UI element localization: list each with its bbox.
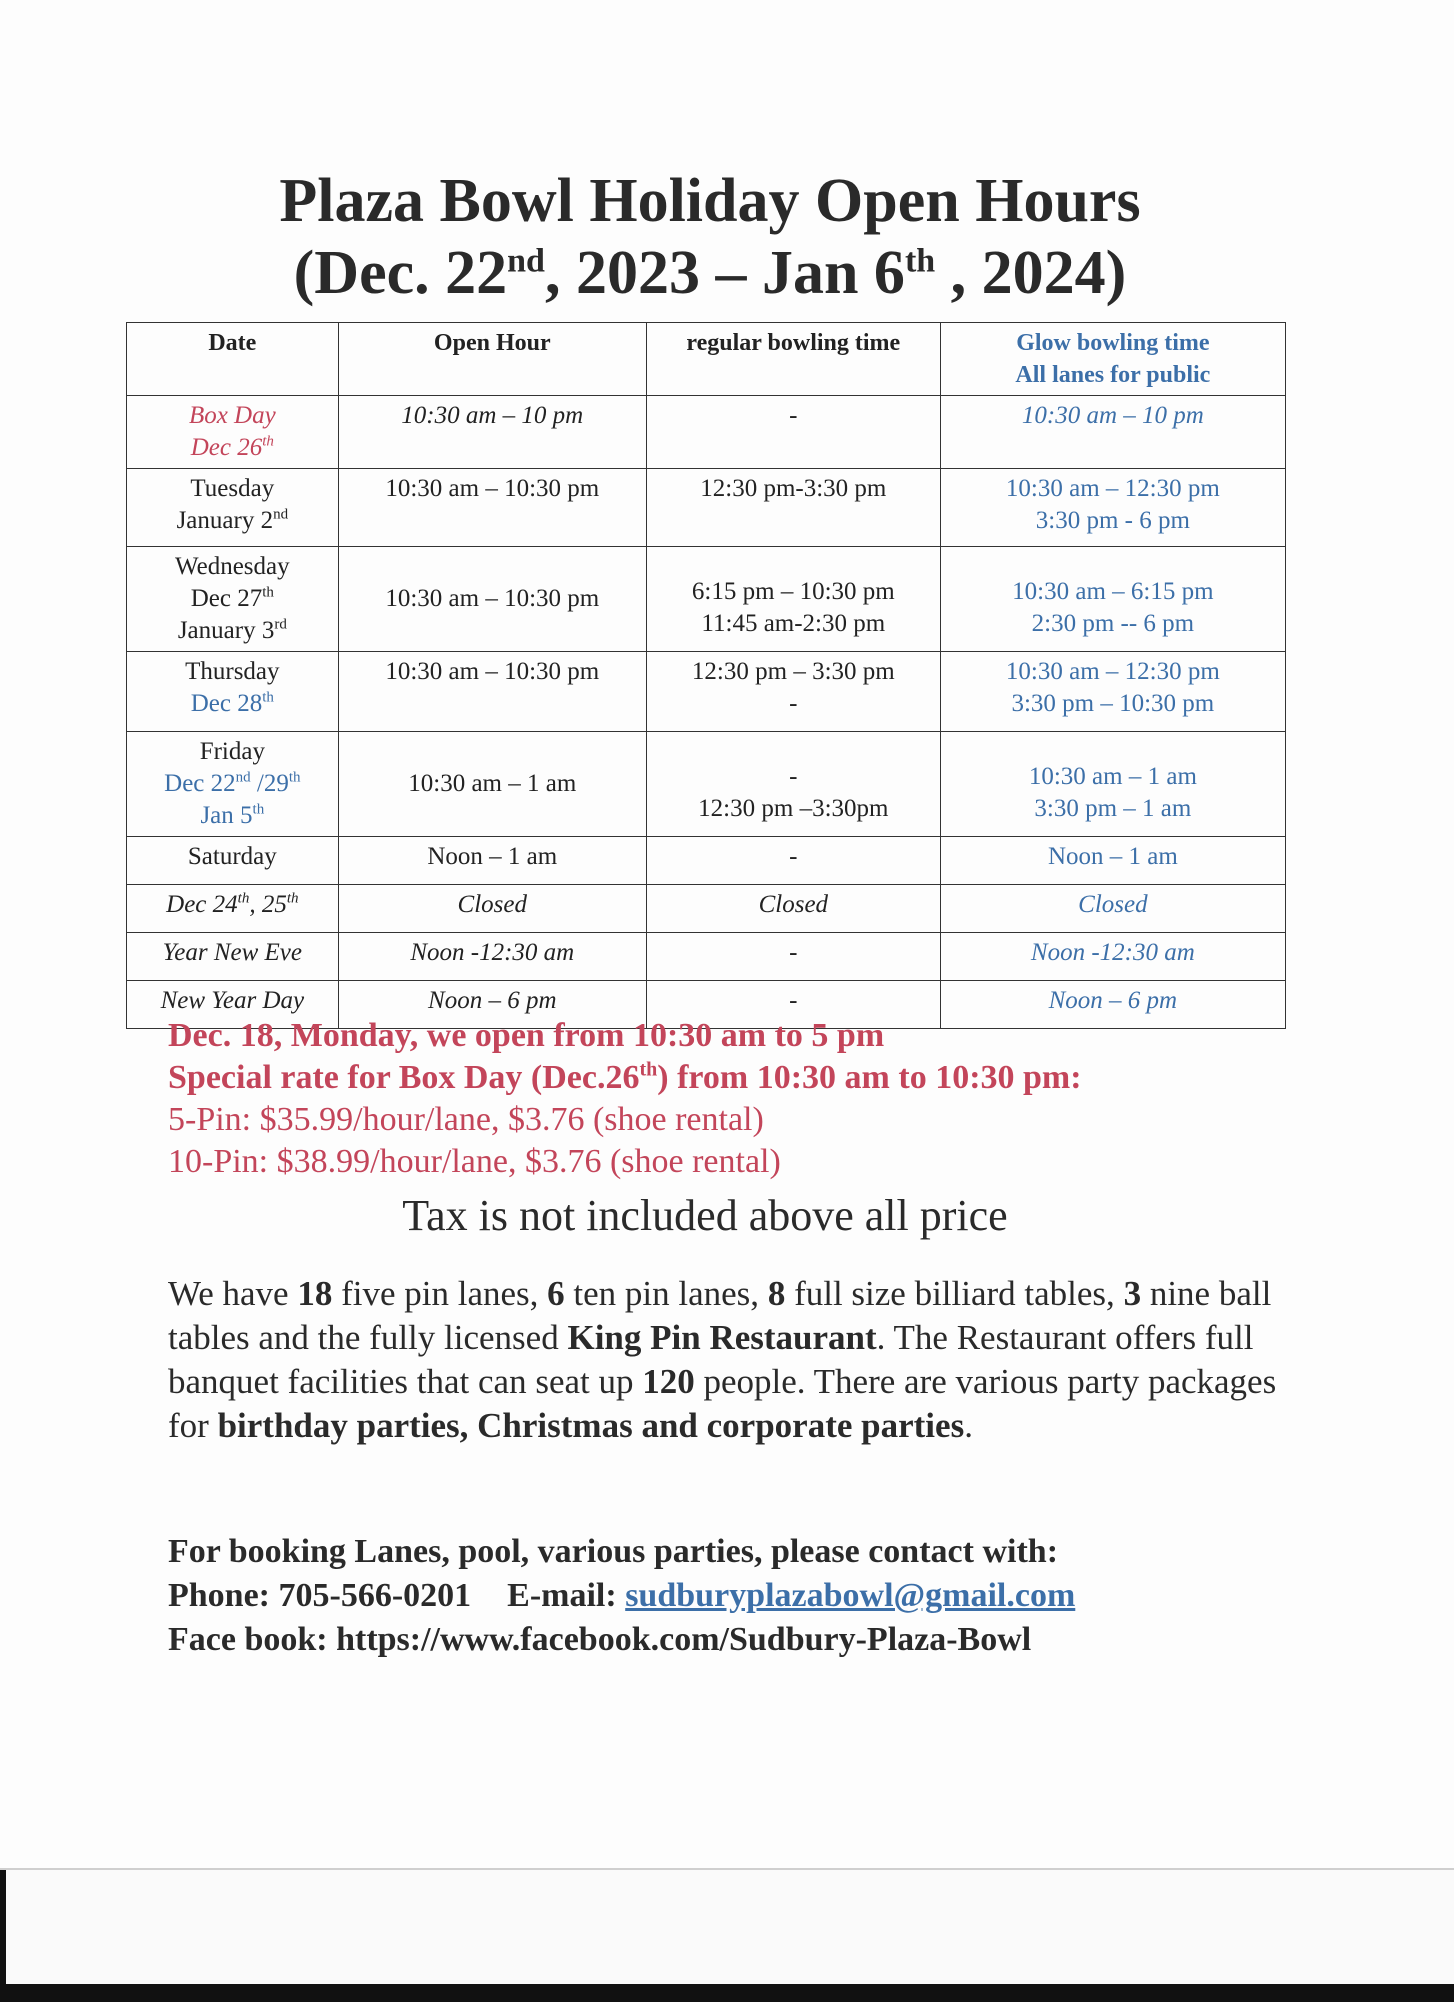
open-hour-cell: 10:30 am – 1 am [338,732,646,837]
contact-heading: For booking Lanes, pool, various parties, please contact with: [168,1533,1059,1570]
holiday-hours-table [126,322,1286,1029]
tax-note: Tax is not included above all price [402,1191,1008,1240]
glow-cell: 10:30 am – 6:15 pm 2:30 pm -- 6 pm [940,547,1285,652]
glow-cell: 10:30 am – 10 pm [940,396,1285,469]
special-notice [168,1015,1318,1183]
facebook-link: Face book: https://www.facebook.com/Sudbury-Plaza-Bowl [168,1621,1032,1658]
regular-cell: - [646,933,940,981]
scan-left-edge [0,1870,6,2002]
page-title [0,165,1420,309]
title-line-2: (Dec. 22nd, 2023 – Jan 6th , 2024) [293,239,1127,307]
regular-cell: - [646,981,940,1029]
regular-cell: - [646,837,940,885]
date-cell: Friday Dec 22nd /29th Jan 5th [127,732,339,837]
monday-notice: Dec. 18, Monday, we open from 10:30 am to 5 pm [168,1017,885,1054]
glow-cell: Noon -12:30 am [940,933,1285,981]
glow-cell: 10:30 am – 12:30 pm 3:30 pm - 6 pm [940,469,1285,547]
box-day-rate-heading: Special rate for Box Day (Dec.26th) from 10:30 am to 10:30 pm: [168,1058,1082,1096]
email-label: E-mail: [507,1577,626,1614]
scan-bottom-edge [0,1868,1454,2002]
date-cell: Thursday Dec 28th [127,652,339,732]
table-row [127,652,1286,732]
contact-phone-email [168,1574,1318,1618]
open-hour-cell: Noon -12:30 am [338,933,646,981]
date-cell: Year New Eve [127,933,339,981]
header-open-hour: Open Hour [338,323,646,396]
open-hour-cell: Closed [338,885,646,933]
glow-cell: Closed [940,885,1285,933]
open-hour-cell: 10:30 am – 10:30 pm [338,652,646,732]
phone-number: Phone: 705-566-0201 [168,1577,472,1614]
date-cell: Box Day Dec 26th [127,396,339,469]
regular-cell: 6:15 pm – 10:30 pm 11:45 am-2:30 pm [646,547,940,652]
open-hour-cell: 10:30 am – 10:30 pm [338,547,646,652]
open-hour-cell: 10:30 am – 10:30 pm [338,469,646,547]
date-cell: Tuesday January 2nd [127,469,339,547]
table-row [127,837,1286,885]
contact-section [168,1530,1318,1662]
table-row [127,885,1286,933]
five-pin-rate: 5-Pin: $35.99/hour/lane, $3.76 (shoe rental) [168,1101,764,1138]
glow-cell: 10:30 am – 1 am 3:30 pm – 1 am [940,732,1285,837]
date-cell: New Year Day [127,981,339,1029]
open-hour-cell: Noon – 1 am [338,837,646,885]
ten-pin-rate: 10-Pin: $38.99/hour/lane, $3.76 (shoe rental) [168,1143,781,1180]
regular-cell: 12:30 pm – 3:30 pm - [646,652,940,732]
header-regular-bowling: regular bowling time [646,323,940,396]
about-paragraph: We have 18 five pin lanes, 6 ten pin lanes, 8 full size billiard tables, 3 nine ball tables and the fully licensed King Pin Restaurant. The Restaurant offers full banquet facilities that can seat up 120 people. There are various party packages for birthday parties, Christmas and corporate parties. [168,1274,1277,1445]
open-hour-cell: Noon – 6 pm [338,981,646,1029]
table-header-row [127,323,1286,396]
scan-bottom-bar [0,1984,1454,2002]
date-cell: Saturday [127,837,339,885]
regular-cell: - [646,396,940,469]
glow-cell: 10:30 am – 12:30 pm 3:30 pm – 10:30 pm [940,652,1285,732]
header-date: Date [127,323,339,396]
date-cell: Wednesday Dec 27th January 3rd [127,547,339,652]
regular-cell: Closed [646,885,940,933]
glow-cell: Noon – 1 am [940,837,1285,885]
date-cell: Dec 24th, 25th [127,885,339,933]
header-glow-bowling: Glow bowling time All lanes for public [940,323,1285,396]
title-line-1: Plaza Bowl Holiday Open Hours [279,167,1141,235]
email-link[interactable]: sudburyplazabowl@gmail.com [625,1577,1076,1614]
table-row [127,732,1286,837]
table-row [127,547,1286,652]
table-row [127,469,1286,547]
open-hour-cell: 10:30 am – 10 pm [338,396,646,469]
table-row [127,396,1286,469]
table-row [127,933,1286,981]
glow-cell: Noon – 6 pm [940,981,1285,1029]
regular-cell: - 12:30 pm –3:30pm [646,732,940,837]
regular-cell: 12:30 pm-3:30 pm [646,469,940,547]
